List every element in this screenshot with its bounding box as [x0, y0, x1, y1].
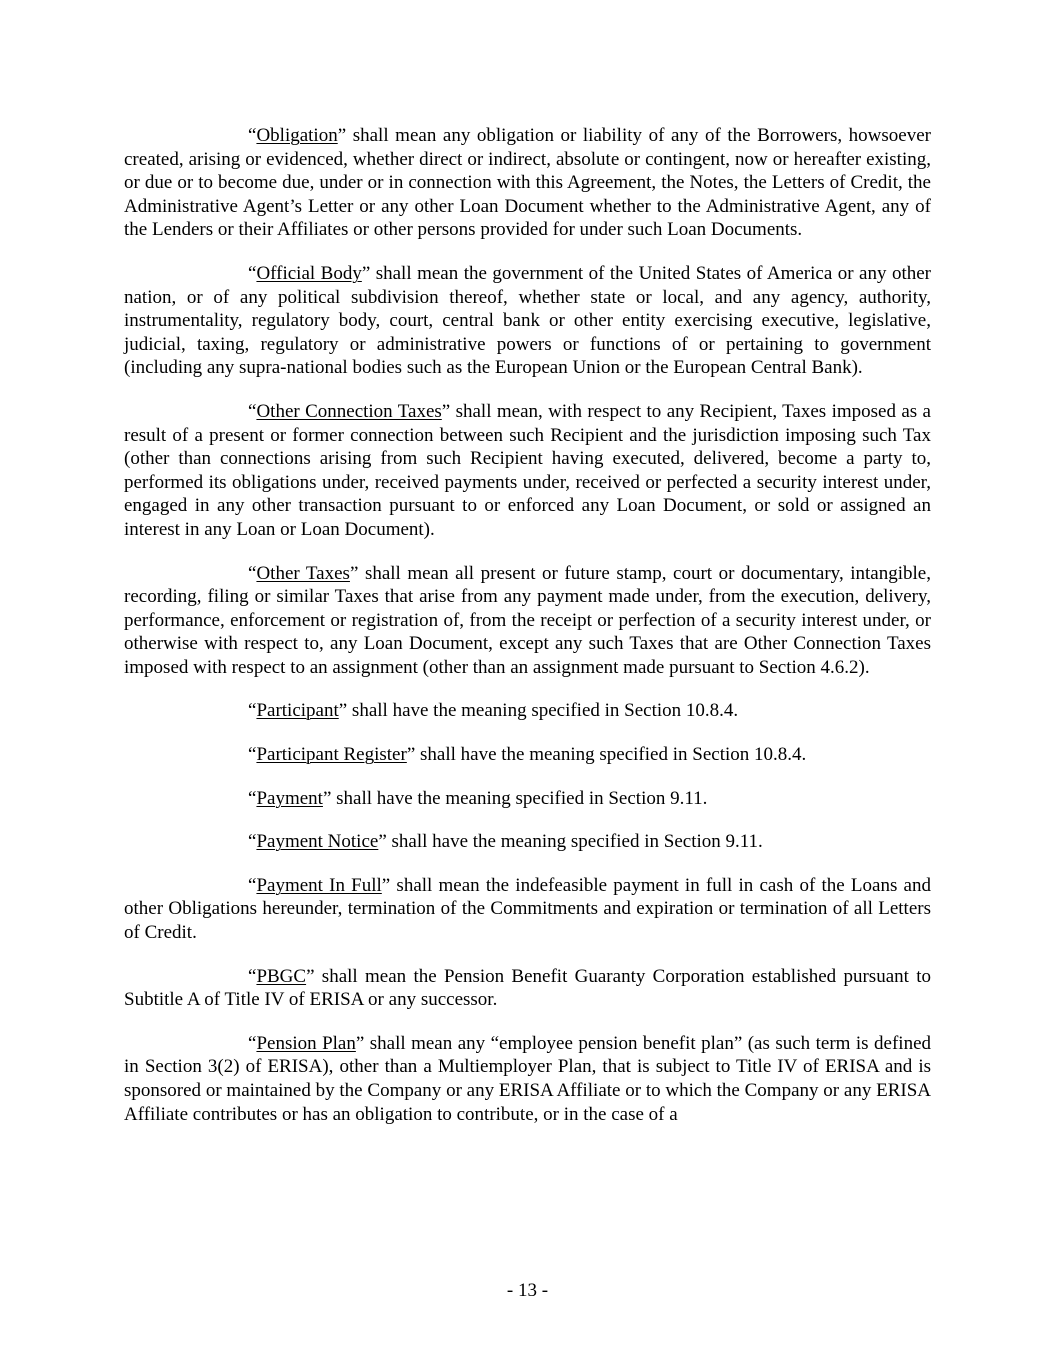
definition-text: ” shall mean any obligation or liability of any of the Borrowers, howsoever created, arising or evidenced, whether direct or indirect, absolute or contingent, now or hereafter existing, or due or to become due, under or in connection with this Agreement, the Notes, the Letters of Credit, the Administrative Agent’s Letter or any other Loan Document whether to the Administrative Agent, any of the Lenders or their Affiliates or other persons provided for under such Loan Documents. — [124, 125, 931, 241]
defined-term: Participant Register — [256, 744, 407, 766]
page-number: - 13 - — [506, 1280, 549, 1301]
definition-text: ” shall mean, with respect to any Recipient, Taxes imposed as a result of a present or former connection between such Recipient and the jurisdiction imposing such Tax (other than connections arising from such Recipient having executed, delivered, become a party to, performed its obligations under, received payments under, received or perfected a security interest under, engaged in any other transaction pursuant to or enforced any Loan Document, or sold or assigned an interest in any Loan or Loan Document). — [124, 400, 931, 540]
definition-payment: “Payment” shall have the meaning specified in Section 9.11. — [248, 787, 708, 809]
definition-obligation: “Obligation” shall mean any obligation or liability of any of the Borrowers, howsoever created, arising or evidenced, whether direct or indirect, absolute or contingent, now or hereafter existing, or due or to become due, under or in connection with this Agreement, the Notes, the Letters of Credit, the Administrative Agent’s Letter or any other Loan Document whether to the Administrative Agent, any of the Lenders or their Affiliates or other persons provided for under such Loan Documents. — [124, 125, 931, 241]
definition-participant-register: “Participant Register” shall have the meaning specified in Section 10.8.4. — [248, 744, 807, 766]
definition-text: ” shall have the meaning specified in Section 9.11. — [322, 787, 708, 809]
definition-text: ” shall mean all present or future stamp, court or documentary, intangible, recording, filing or similar Taxes that arise from any payment made under, from the execution, delivery, performance, enforcement or registration of, from the receipt or perfection of a security interest under, or otherwise with respect to, any Loan Document, except any such Taxes that are Other Connection Taxes imposed with respect to an assignment (other than an assignment made pursuant to Section 4.6.2). — [124, 562, 931, 678]
definition-official-body: “Official Body” shall mean the government of the United States of America or any other nation, or of any political subdivision thereof, whether state or local, and any agency, authority, instrumentality, regulatory body, court, central bank or other entity exercising executive, legislative, judicial, taxing, regulatory or administrative powers or functions of or pertaining to government (including any supra-national bodies such as the European Union or the European Central Bank). — [124, 262, 931, 379]
defined-term: Payment — [256, 787, 323, 809]
defined-term: Official Body — [256, 262, 362, 284]
definition-text: ” shall have the meaning specified in Section 10.8.4. — [338, 700, 739, 722]
definition-text: ” shall mean the Pension Benefit Guaranty Corporation established pursuant to Subtitle A of Title IV of ERISA or any successor. — [124, 965, 931, 1011]
definition-text: ” shall have the meaning specified in Section 10.8.4. — [406, 744, 807, 766]
definition-pbgc: “PBGC” shall mean the Pension Benefit Guaranty Corporation established pursuant to Subtitle A of Title IV of ERISA or any successor. — [124, 965, 931, 1011]
definition-payment-in-full: “Payment In Full” shall mean the indefeasible payment in full in cash of the Loans and other Obligations hereunder, termination of the Commitments and expiration or termination of all Letters of Credit. — [124, 874, 931, 944]
definition-text: ” shall mean any “employee pension benefit plan” (as such term is defined in Section 3(2) of ERISA), other than a Multiemployer Plan, that is subject to Title IV of ERISA and is sponsored or maintained by the Company or any ERISA Affiliate or to which the Company or any ERISA Affiliate contributes or has an obligation to contribute, or in the case of a — [124, 1032, 932, 1125]
defined-term: Payment Notice — [256, 831, 379, 853]
defined-term: PBGC — [256, 965, 307, 987]
definition-text: ” shall mean the government of the United States of America or any other nation, or of any political subdivision thereof, whether state or local, and any agency, authority, instrumentality, regulatory body, court, central bank or other entity exercising executive, legislative, judicial, taxing, regulatory or administrative powers or functions of or pertaining to government (including any supra-national bodies such as the European Union or the European Central Bank). — [124, 262, 931, 379]
definition-text: ” shall have the meaning specified in Section 9.11. — [378, 831, 763, 853]
definition-pension-plan: “Pension Plan” shall mean any “employee pension benefit plan” (as such term is defined in Section 3(2) of ERISA), other than a Multiemployer Plan, that is subject to Title IV of ERISA and is sponsored or maintained by the Company or any ERISA Affiliate or to which the Company or any ERISA Affiliate contributes or has an obligation to contribute, or in the case of a — [124, 1032, 932, 1125]
definition-participant: “Participant” shall have the meaning specified in Section 10.8.4. — [248, 700, 739, 722]
definition-other-connection-taxes: “Other Connection Taxes” shall mean, with respect to any Recipient, Taxes imposed as a result of a present or former connection between such Recipient and the jurisdiction imposing such Tax (other than connections arising from such Recipient having executed, delivered, become a party to, performed its obligations under, received payments under, received or perfected a security interest under, engaged in any other transaction pursuant to or enforced any Loan Document, or sold or assigned an interest in any Loan or Loan Document). — [124, 400, 931, 540]
defined-term: Obligation — [256, 125, 338, 146]
defined-term: Pension Plan — [256, 1032, 356, 1054]
defined-term: Other Connection Taxes — [256, 400, 442, 422]
document-body — [124, 124, 931, 1146]
definition-text: ” shall mean the indefeasible payment in full in cash of the Loans and other Obligations hereunder, termination of the Commitments and expiration or termination of all Letters of Credit. — [124, 874, 931, 944]
definition-payment-notice: “Payment Notice” shall have the meaning specified in Section 9.11. — [248, 831, 763, 853]
defined-term: Payment In Full — [256, 874, 382, 896]
definition-other-taxes: “Other Taxes” shall mean all present or future stamp, court or documentary, intangible, recording, filing or similar Taxes that arise from any payment made under, from the execution, delivery, performance, enforcement or registration of, from the receipt or perfection of a security interest under, or otherwise with respect to, any Loan Document, except any such Taxes that are Other Connection Taxes imposed with respect to an assignment (other than an assignment made pursuant to Section 4.6.2). — [124, 562, 931, 678]
defined-term: Other Taxes — [256, 562, 350, 584]
defined-term: Participant — [256, 700, 339, 722]
